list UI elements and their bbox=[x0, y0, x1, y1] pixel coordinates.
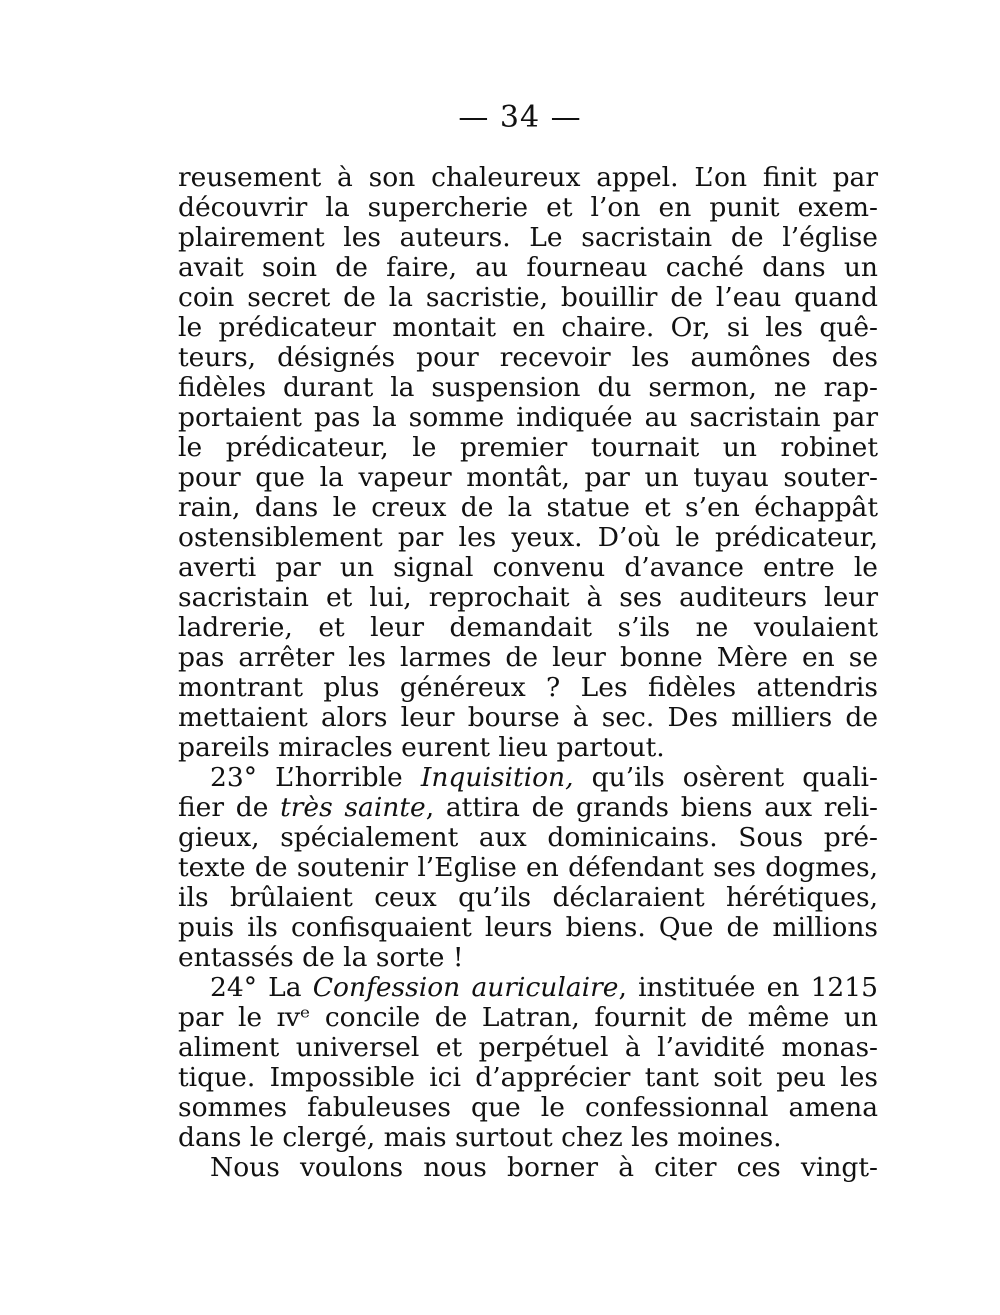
text-line bbox=[178, 1003, 878, 1033]
text-segment: qu’ils osèrent quali- bbox=[573, 762, 878, 793]
text-line bbox=[178, 253, 878, 283]
text-line bbox=[178, 193, 878, 223]
text-segment: aliment universel et perpétuel à l’avidité monas- bbox=[178, 1032, 878, 1063]
text-segment: teurs, désignés pour recevoir les aumônes des bbox=[178, 342, 878, 373]
text-segment: gieux, spécialement aux dominicains. Sous pré- bbox=[178, 822, 878, 853]
text-segment: ils brûlaient ceux qu’ils déclaraient hérétiques, bbox=[178, 882, 878, 913]
text-segment: reusement à son chaleureux appel. L’on finit par bbox=[178, 162, 878, 193]
text-segment: ladrerie, et leur demandait s’ils ne voulaient bbox=[178, 612, 878, 643]
text-segment: , attira de grands biens aux reli- bbox=[425, 792, 878, 823]
text-line bbox=[178, 283, 878, 313]
text-segment: ostensiblement par les yeux. D’où le prédicateur, bbox=[178, 522, 878, 553]
text-line bbox=[178, 523, 878, 553]
text-line bbox=[178, 973, 878, 1003]
text-line bbox=[178, 823, 878, 853]
text-segment: montrant plus généreux ? Les fidèles attendris bbox=[178, 672, 878, 703]
text-segment: 23° L’horrible bbox=[210, 762, 421, 793]
text-line bbox=[178, 1153, 878, 1183]
text-line bbox=[178, 733, 878, 763]
text-line bbox=[178, 643, 878, 673]
text-segment: fier de bbox=[178, 792, 281, 823]
text-line bbox=[178, 703, 878, 733]
text-segment: pour que la vapeur montât, par un tuyau souter- bbox=[178, 462, 878, 493]
text-segment: avait soin de faire, au fourneau caché dans un bbox=[178, 252, 878, 283]
text-segment: mettaient alors leur bourse à sec. Des milliers de bbox=[178, 702, 878, 733]
text-line bbox=[178, 163, 878, 193]
text-line bbox=[178, 1123, 878, 1153]
text-segment: découvrir la supercherie et l’on en punit exem- bbox=[178, 192, 878, 223]
text-line bbox=[178, 793, 878, 823]
text-segment: averti par un signal convenu d’avance entre le bbox=[178, 552, 878, 583]
text-line bbox=[178, 883, 878, 913]
text-line bbox=[178, 943, 878, 973]
text-line bbox=[178, 763, 878, 793]
text-line bbox=[178, 553, 878, 583]
text-segment: 24° La bbox=[210, 972, 313, 1003]
text-line bbox=[178, 343, 878, 373]
text-line bbox=[178, 493, 878, 523]
text-segment: sommes fabuleuses que le confessionnal amena bbox=[178, 1092, 878, 1123]
text-line bbox=[178, 1093, 878, 1123]
text-line bbox=[178, 613, 878, 643]
text-segment: coin secret de la sacristie, bouillir de l’eau quand bbox=[178, 282, 878, 313]
text-line bbox=[178, 1063, 878, 1093]
text-segment: puis ils confisquaient leurs biens. Que de millions bbox=[178, 912, 878, 943]
text-segment: par le ɪvᵉ concile de Latran, fournit de même un bbox=[178, 1002, 878, 1033]
text-line bbox=[178, 433, 878, 463]
italic-term: très sainte bbox=[280, 792, 426, 823]
text-segment: , instituée en 1215 bbox=[618, 972, 879, 1003]
page-number: — 34 — bbox=[458, 100, 582, 135]
text-segment: tique. Impossible ici d’apprécier tant soit peu les bbox=[178, 1062, 878, 1093]
italic-term: Inquisition, bbox=[420, 762, 574, 793]
text-segment: pas arrêter les larmes de leur bonne Mère en se bbox=[178, 642, 878, 673]
text-segment: fidèles durant la suspension du sermon, ne rap- bbox=[178, 372, 878, 403]
text-line bbox=[178, 853, 878, 883]
text-segment: texte de soutenir l’Eglise en défendant ses dogmes, bbox=[178, 852, 878, 883]
text-line bbox=[178, 673, 878, 703]
text-line bbox=[178, 403, 878, 433]
text-segment: sacristain et lui, reprochait à ses auditeurs leur bbox=[178, 582, 878, 613]
text-segment: portaient pas la somme indiquée au sacristain par bbox=[178, 402, 878, 433]
italic-term: Confession auriculaire bbox=[312, 972, 619, 1003]
text-line bbox=[178, 313, 878, 343]
text-line bbox=[178, 583, 878, 613]
text-line bbox=[178, 373, 878, 403]
text-segment: dans le clergé, mais surtout chez les moines. bbox=[178, 1122, 782, 1153]
text-line bbox=[178, 1033, 878, 1063]
text-line bbox=[178, 463, 878, 493]
text-line bbox=[178, 223, 878, 253]
text-line bbox=[178, 913, 878, 943]
text-segment: Nous voulons nous borner à citer ces vingt- bbox=[210, 1152, 878, 1183]
text-segment: le prédicateur montait en chaire. Or, si les quê- bbox=[178, 312, 878, 343]
text-segment: entassés de la sorte ! bbox=[178, 942, 464, 973]
text-segment: le prédicateur, le premier tournait un robinet bbox=[178, 432, 878, 463]
text-segment: pareils miracles eurent lieu partout. bbox=[178, 732, 665, 763]
body-text bbox=[178, 163, 878, 1183]
text-segment: rain, dans le creux de la statue et s’en échappât bbox=[178, 492, 878, 523]
text-segment: plairement les auteurs. Le sacristain de l’église bbox=[178, 222, 878, 253]
